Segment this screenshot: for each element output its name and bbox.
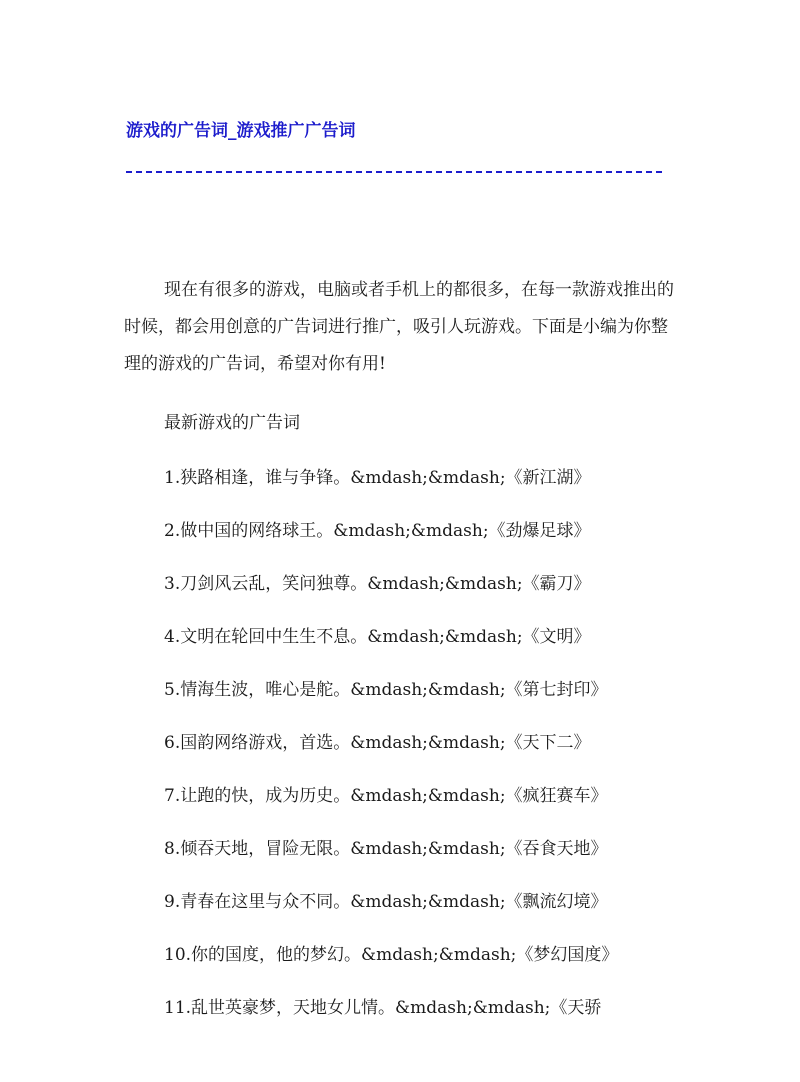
list-item: 9.青春在这里与众不同。&mdash;&mdash;《飘流幻境》: [164, 892, 608, 912]
slogan-list: [164, 460, 618, 1043]
list-item: 4.文明在轮回中生生不息。&mdash;&mdash;《文明》: [164, 627, 591, 647]
list-item: 10.你的国度，他的梦幻。&mdash;&mdash;《梦幻国度》: [164, 945, 619, 965]
section-heading: 最新游戏的广告词: [164, 413, 300, 433]
list-item: 6.国韵网络游戏，首选。&mdash;&mdash;《天下二》: [164, 733, 591, 753]
list-item: 2.做中国的网络球王。&mdash;&mdash;《劲爆足球》: [164, 521, 591, 541]
list-item: 1.狭路相逢，谁与争锋。&mdash;&mdash;《新江湖》: [164, 468, 591, 488]
list-item: 7.让跑的快，成为历史。&mdash;&mdash;《疯狂赛车》: [164, 786, 608, 806]
list-item: 11.乱世英豪梦，天地女儿情。&mdash;&mdash;《天骄: [164, 998, 602, 1018]
list-item: 8.倾吞天地，冒险无限。&mdash;&mdash;《吞食天地》: [164, 839, 608, 859]
list-item: 5.情海生波，唯心是舵。&mdash;&mdash;《第七封印》: [164, 680, 608, 700]
document-title: 游戏的广告词_游戏推广广告词: [126, 121, 356, 141]
intro-paragraph: 现在有很多的游戏，电脑或者手机上的都很多，在每一款游戏推出的时候，都会用创意的广告词进行推广，吸引人玩游戏。下面是小编为你整理的游戏的广告词，希望对你有用!: [124, 280, 674, 374]
title-divider: [126, 171, 662, 173]
list-item: 3.刀剑风云乱，笑问独尊。&mdash;&mdash;《霸刀》: [164, 574, 591, 594]
